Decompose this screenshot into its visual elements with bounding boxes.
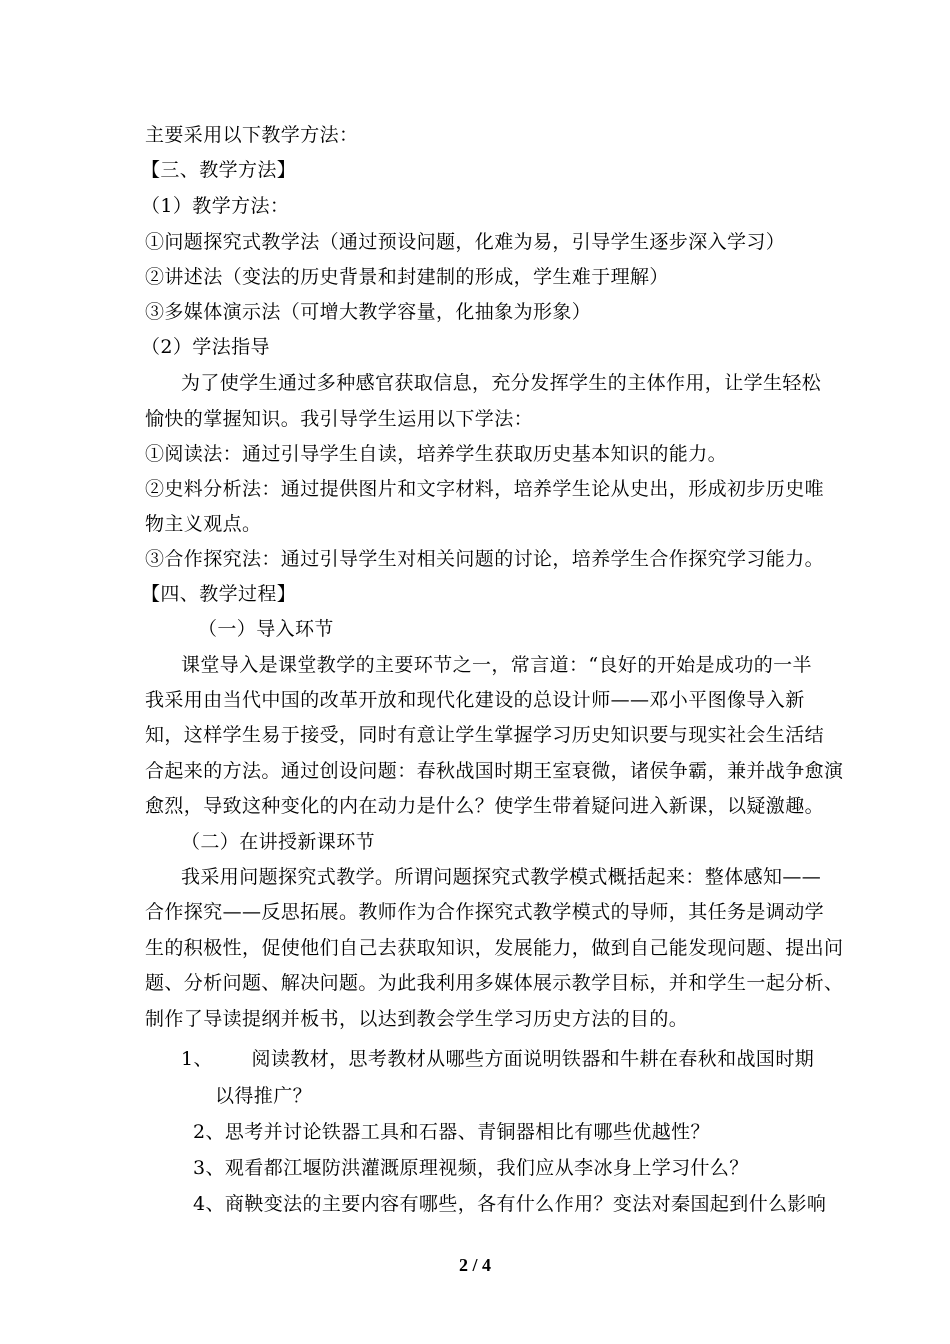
- text-line: 合作探究——反思拓展。教师作为合作探究式教学模式的导师，其任务是调动学: [145, 901, 825, 923]
- text-line: 题、分析问题、解决问题。为此我利用多媒体展示教学目标，并和学生一起分析、: [145, 972, 844, 994]
- text-line: 生的积极性，促使他们自己去获取知识，发展能力，做到自己能发现问题、提出问: [145, 937, 844, 959]
- list-item: 2、思考并讨论铁器工具和石器、青铜器相比有哪些优越性？: [193, 1121, 710, 1143]
- text-line: ②史料分析法：通过提供图片和文字材料，培养学生论从史出，形成初步历史唯: [145, 478, 825, 500]
- text-line: ③合作探究法：通过引导学生对相关问题的讨论，培养学生合作探究学习能力。: [145, 548, 825, 570]
- subheading: （2）学法指导: [141, 336, 270, 358]
- text-line: ①阅读法：通过引导学生自读，培养学生获取历史基本知识的能力。: [145, 443, 728, 465]
- text-line: 我采用问题探究式教学。所谓问题探究式教学模式概括起来：整体感知——: [181, 866, 822, 888]
- text-line: 合起来的方法。通过创设问题：春秋战国时期王室衰微，诸侯争霸，兼并战争愈演: [145, 760, 844, 782]
- text-line: ③多媒体演示法（可增大教学容量，化抽象为形象）: [145, 301, 592, 323]
- text-line: 物主义观点。: [145, 513, 262, 535]
- list-item: 3、观看都江堰防洪灌溉原理视频，我们应从李冰身上学习什么？: [193, 1157, 749, 1179]
- text-line: 愉快的掌握知识。我引导学生运用以下学法：: [145, 408, 534, 430]
- page-number: 2 / 4: [458, 1255, 491, 1275]
- subheading: （一）导入环节: [198, 618, 334, 640]
- text-line: ①问题探究式教学法（通过预设问题，化难为易，引导学生逐步深入学习）: [145, 231, 786, 253]
- text-line: 愈烈，导致这种变化的内在动力是什么？使学生带着疑问进入新课，以疑激趣。: [145, 795, 825, 817]
- text-line: ②讲述法（变法的历史背景和封建制的形成，学生难于理解）: [145, 266, 669, 288]
- section-heading: 【四、教学过程】: [141, 583, 297, 605]
- subheading: （1）教学方法：: [141, 195, 290, 217]
- text-line: 知，这样学生易于接受，同时有意让学生掌握学习历史知识要与现实社会生活结: [145, 724, 825, 746]
- subheading: （二）在讲授新课环节: [181, 831, 376, 853]
- text-line: 我采用由当代中国的改革开放和现代化建设的总设计师——邓小平图像导入新: [145, 689, 805, 711]
- list-item-continuation: 以得推广？: [215, 1085, 313, 1107]
- text-line: 制作了导读提纲并板书，以达到教会学生学习历史方法的目的。: [145, 1008, 689, 1030]
- section-heading: 【三、教学方法】: [141, 159, 297, 181]
- text-line: 主要采用以下教学方法：: [145, 124, 359, 146]
- text-line: 为了使学生通过多种感官获取信息，充分发挥学生的主体作用，让学生轻松: [181, 372, 822, 394]
- list-item: 1、 阅读教材，思考教材从哪些方面说明铁器和牛耕在春秋和战国时期: [181, 1048, 815, 1070]
- text-line: 课堂导入是课堂教学的主要环节之一，常言道：“良好的开始是成功的一半: [181, 654, 812, 676]
- list-item: 4、商鞅变法的主要内容有哪些，各有什么作用？变法对秦国起到什么影响: [193, 1193, 827, 1215]
